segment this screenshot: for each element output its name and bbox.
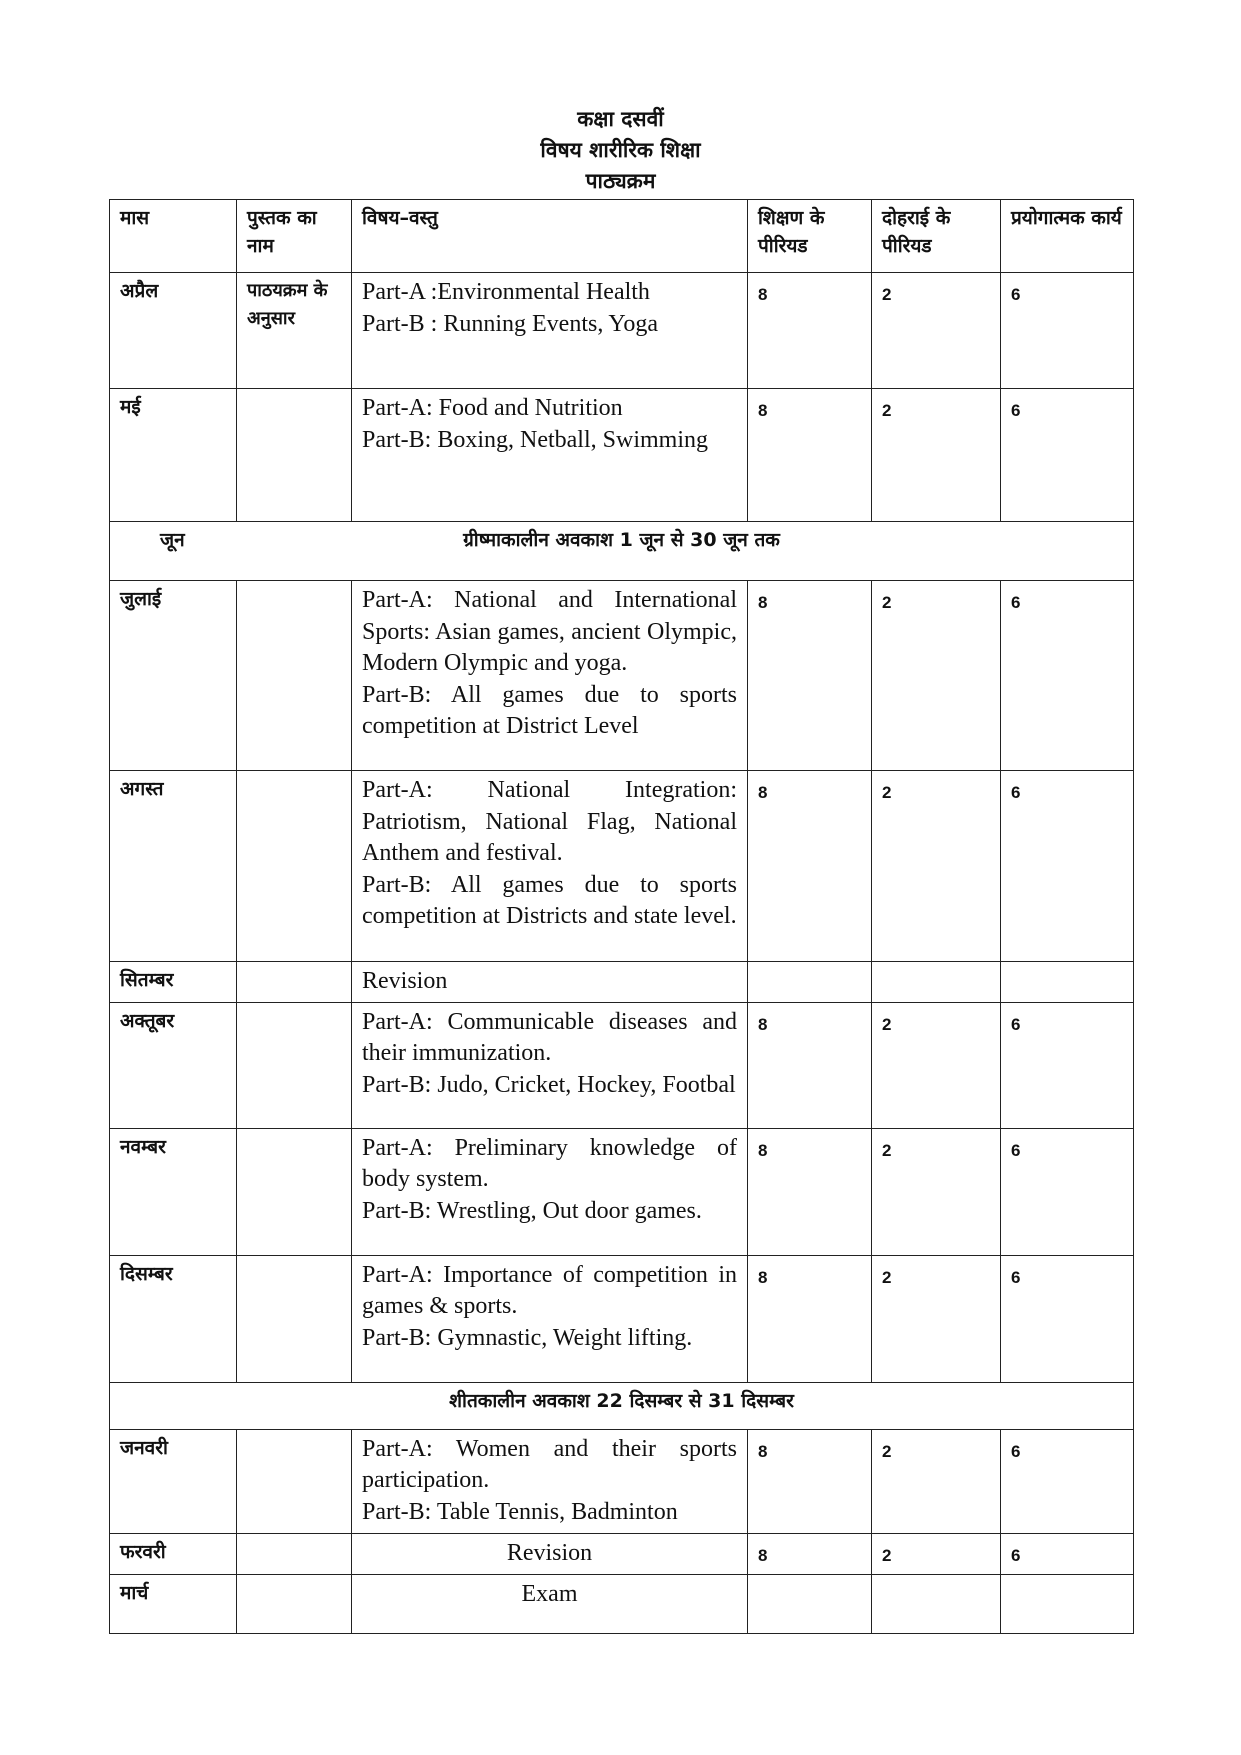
class-title: कक्षा दसवीं	[577, 107, 664, 131]
syllabus-table	[109, 199, 1134, 1634]
table-row	[110, 1128, 1134, 1255]
book-cell	[237, 1533, 352, 1574]
month-cell: अक्तूबर	[110, 1002, 237, 1128]
content-cell	[352, 273, 748, 389]
month-cell: जुलाई	[110, 581, 237, 771]
revision-periods-cell: 2	[872, 273, 1001, 389]
content-line: Part-A: Importance of competition in games & sports.	[362, 1261, 737, 1319]
table-row	[110, 1533, 1134, 1574]
content-line: Part-A: Food and Nutrition	[362, 395, 623, 421]
table-row	[110, 273, 1134, 389]
month-cell: अगस्त	[110, 771, 237, 962]
table-row	[110, 1574, 1134, 1633]
content-line: Part-B: Boxing, Netball, Swimming	[362, 426, 708, 453]
summer-vacation-row	[110, 522, 1134, 581]
revision-periods-cell	[872, 1574, 1001, 1633]
teaching-periods-cell: 8	[748, 1128, 872, 1255]
book-cell	[237, 581, 352, 771]
content-cell	[352, 389, 748, 522]
practical-work-cell: 6	[1001, 581, 1134, 771]
column-header-book: पुस्तक का नाम	[237, 200, 352, 273]
month-cell: मई	[110, 389, 237, 522]
teaching-periods-cell: 8	[748, 273, 872, 389]
content-line: Part-B: Judo, Cricket, Hockey, Footbal	[362, 1071, 736, 1098]
revision-periods-cell: 2	[872, 1255, 1001, 1382]
book-cell: पाठयक्रम के अनुसार	[237, 273, 352, 389]
table-row	[110, 771, 1134, 962]
content-line: Part-A: Women and their sports participation.	[362, 1435, 737, 1493]
content-line: Part-B : Running Events, Yoga	[362, 310, 659, 337]
revision-periods-cell: 2	[872, 1128, 1001, 1255]
teaching-periods-cell	[748, 962, 872, 1003]
book-cell	[237, 389, 352, 522]
winter-vacation-row	[110, 1382, 1134, 1429]
table-row	[110, 389, 1134, 522]
table-row	[110, 581, 1134, 771]
content-line: Part-A: Communicable diseases and their immunization.	[362, 1008, 737, 1066]
table-row	[110, 962, 1134, 1003]
month-cell: नवम्बर	[110, 1128, 237, 1255]
teaching-periods-cell: 8	[748, 1429, 872, 1533]
content-cell	[352, 1128, 748, 1255]
table-header-row	[110, 200, 1134, 273]
book-cell	[237, 1429, 352, 1533]
content-line: Part-B: Wrestling, Out door games.	[362, 1197, 702, 1224]
book-cell	[237, 1002, 352, 1128]
content-line: Part-A: National and International Sports: Asian games, ancient Olympic, Modern Olympic and yoga.	[362, 587, 737, 676]
content-cell	[352, 1533, 748, 1574]
month-cell: दिसम्बर	[110, 1255, 237, 1382]
book-cell	[237, 771, 352, 962]
content-cell	[352, 771, 748, 962]
content-cell	[352, 581, 748, 771]
book-cell	[237, 1128, 352, 1255]
revision-periods-cell: 2	[872, 1429, 1001, 1533]
teaching-periods-cell: 8	[748, 1533, 872, 1574]
subject-title: विषय शारीरिक शिक्षा	[540, 138, 701, 162]
practical-work-cell	[1001, 1574, 1134, 1633]
book-cell	[237, 1574, 352, 1633]
content-cell	[352, 1255, 748, 1382]
content-cell	[352, 1429, 748, 1533]
revision-periods-cell	[872, 962, 1001, 1003]
vacation-text: ग्रीष्माकालीन अवकाश 1 जून से 30 जून तक	[463, 529, 780, 551]
book-cell	[237, 962, 352, 1003]
content-line: Part-B: Gymnastic, Weight lifting.	[362, 1324, 693, 1351]
column-header-revision-periods: दोहराई के पीरियड	[872, 200, 1001, 273]
content-line: Part-A: Preliminary knowledge of body system.	[362, 1134, 737, 1192]
content-cell	[352, 1574, 748, 1633]
content-line: Part-A :Environmental Health	[362, 279, 650, 305]
syllabus-title: पाठ्यक्रम	[585, 169, 656, 193]
practical-work-cell: 6	[1001, 1128, 1134, 1255]
teaching-periods-cell	[748, 1574, 872, 1633]
content-line: Part-B: Table Tennis, Badminton	[362, 1498, 678, 1525]
content-line: Revision	[506, 1539, 593, 1566]
month-cell: सितम्बर	[110, 962, 237, 1003]
revision-periods-cell: 2	[872, 581, 1001, 771]
month-cell: मार्च	[110, 1574, 237, 1633]
teaching-periods-cell: 8	[748, 581, 872, 771]
content-cell	[352, 1002, 748, 1128]
month-cell: अप्रैल	[110, 273, 237, 389]
teaching-periods-cell: 8	[748, 389, 872, 522]
revision-periods-cell: 2	[872, 1002, 1001, 1128]
practical-work-cell: 6	[1001, 771, 1134, 962]
revision-periods-cell: 2	[872, 389, 1001, 522]
revision-periods-cell: 2	[872, 771, 1001, 962]
column-header-teaching-periods: शिक्षण के पीरियड	[748, 200, 872, 273]
practical-work-cell: 6	[1001, 389, 1134, 522]
summer-vacation-cell	[110, 522, 1134, 581]
month-cell: फरवरी	[110, 1533, 237, 1574]
book-cell	[237, 1255, 352, 1382]
teaching-periods-cell: 8	[748, 1255, 872, 1382]
teaching-periods-cell: 8	[748, 771, 872, 962]
content-line: Part-B: All games due to sports competition at District Level	[362, 681, 737, 739]
content-cell	[352, 962, 748, 1003]
document-header	[0, 104, 1241, 197]
practical-work-cell: 6	[1001, 1429, 1134, 1533]
column-header-practical-work: प्रयोगात्मक कार्य	[1001, 200, 1134, 273]
content-line: Revision	[362, 968, 448, 994]
column-header-month: मास	[110, 200, 237, 273]
practical-work-cell	[1001, 962, 1134, 1003]
revision-periods-cell: 2	[872, 1533, 1001, 1574]
content-line: Part-A: National Integration: Patriotism, National Flag, National Anthem and festival.	[362, 777, 737, 866]
vacation-month: जून	[160, 529, 185, 551]
table-row	[110, 1429, 1134, 1533]
table-row	[110, 1002, 1134, 1128]
practical-work-cell: 6	[1001, 1255, 1134, 1382]
month-cell: जनवरी	[110, 1429, 237, 1533]
table-row	[110, 1255, 1134, 1382]
winter-vacation-cell	[110, 1382, 1134, 1429]
column-header-content: विषय–वस्तु	[352, 200, 748, 273]
content-line: Exam	[521, 1580, 578, 1607]
practical-work-cell: 6	[1001, 1002, 1134, 1128]
content-line: Part-B: All games due to sports competition at Districts and state level.	[362, 871, 737, 929]
vacation-text: शीतकालीन अवकाश 22 दिसम्बर से 31 दिसम्बर	[449, 1389, 794, 1412]
teaching-periods-cell: 8	[748, 1002, 872, 1128]
practical-work-cell: 6	[1001, 273, 1134, 389]
practical-work-cell: 6	[1001, 1533, 1134, 1574]
